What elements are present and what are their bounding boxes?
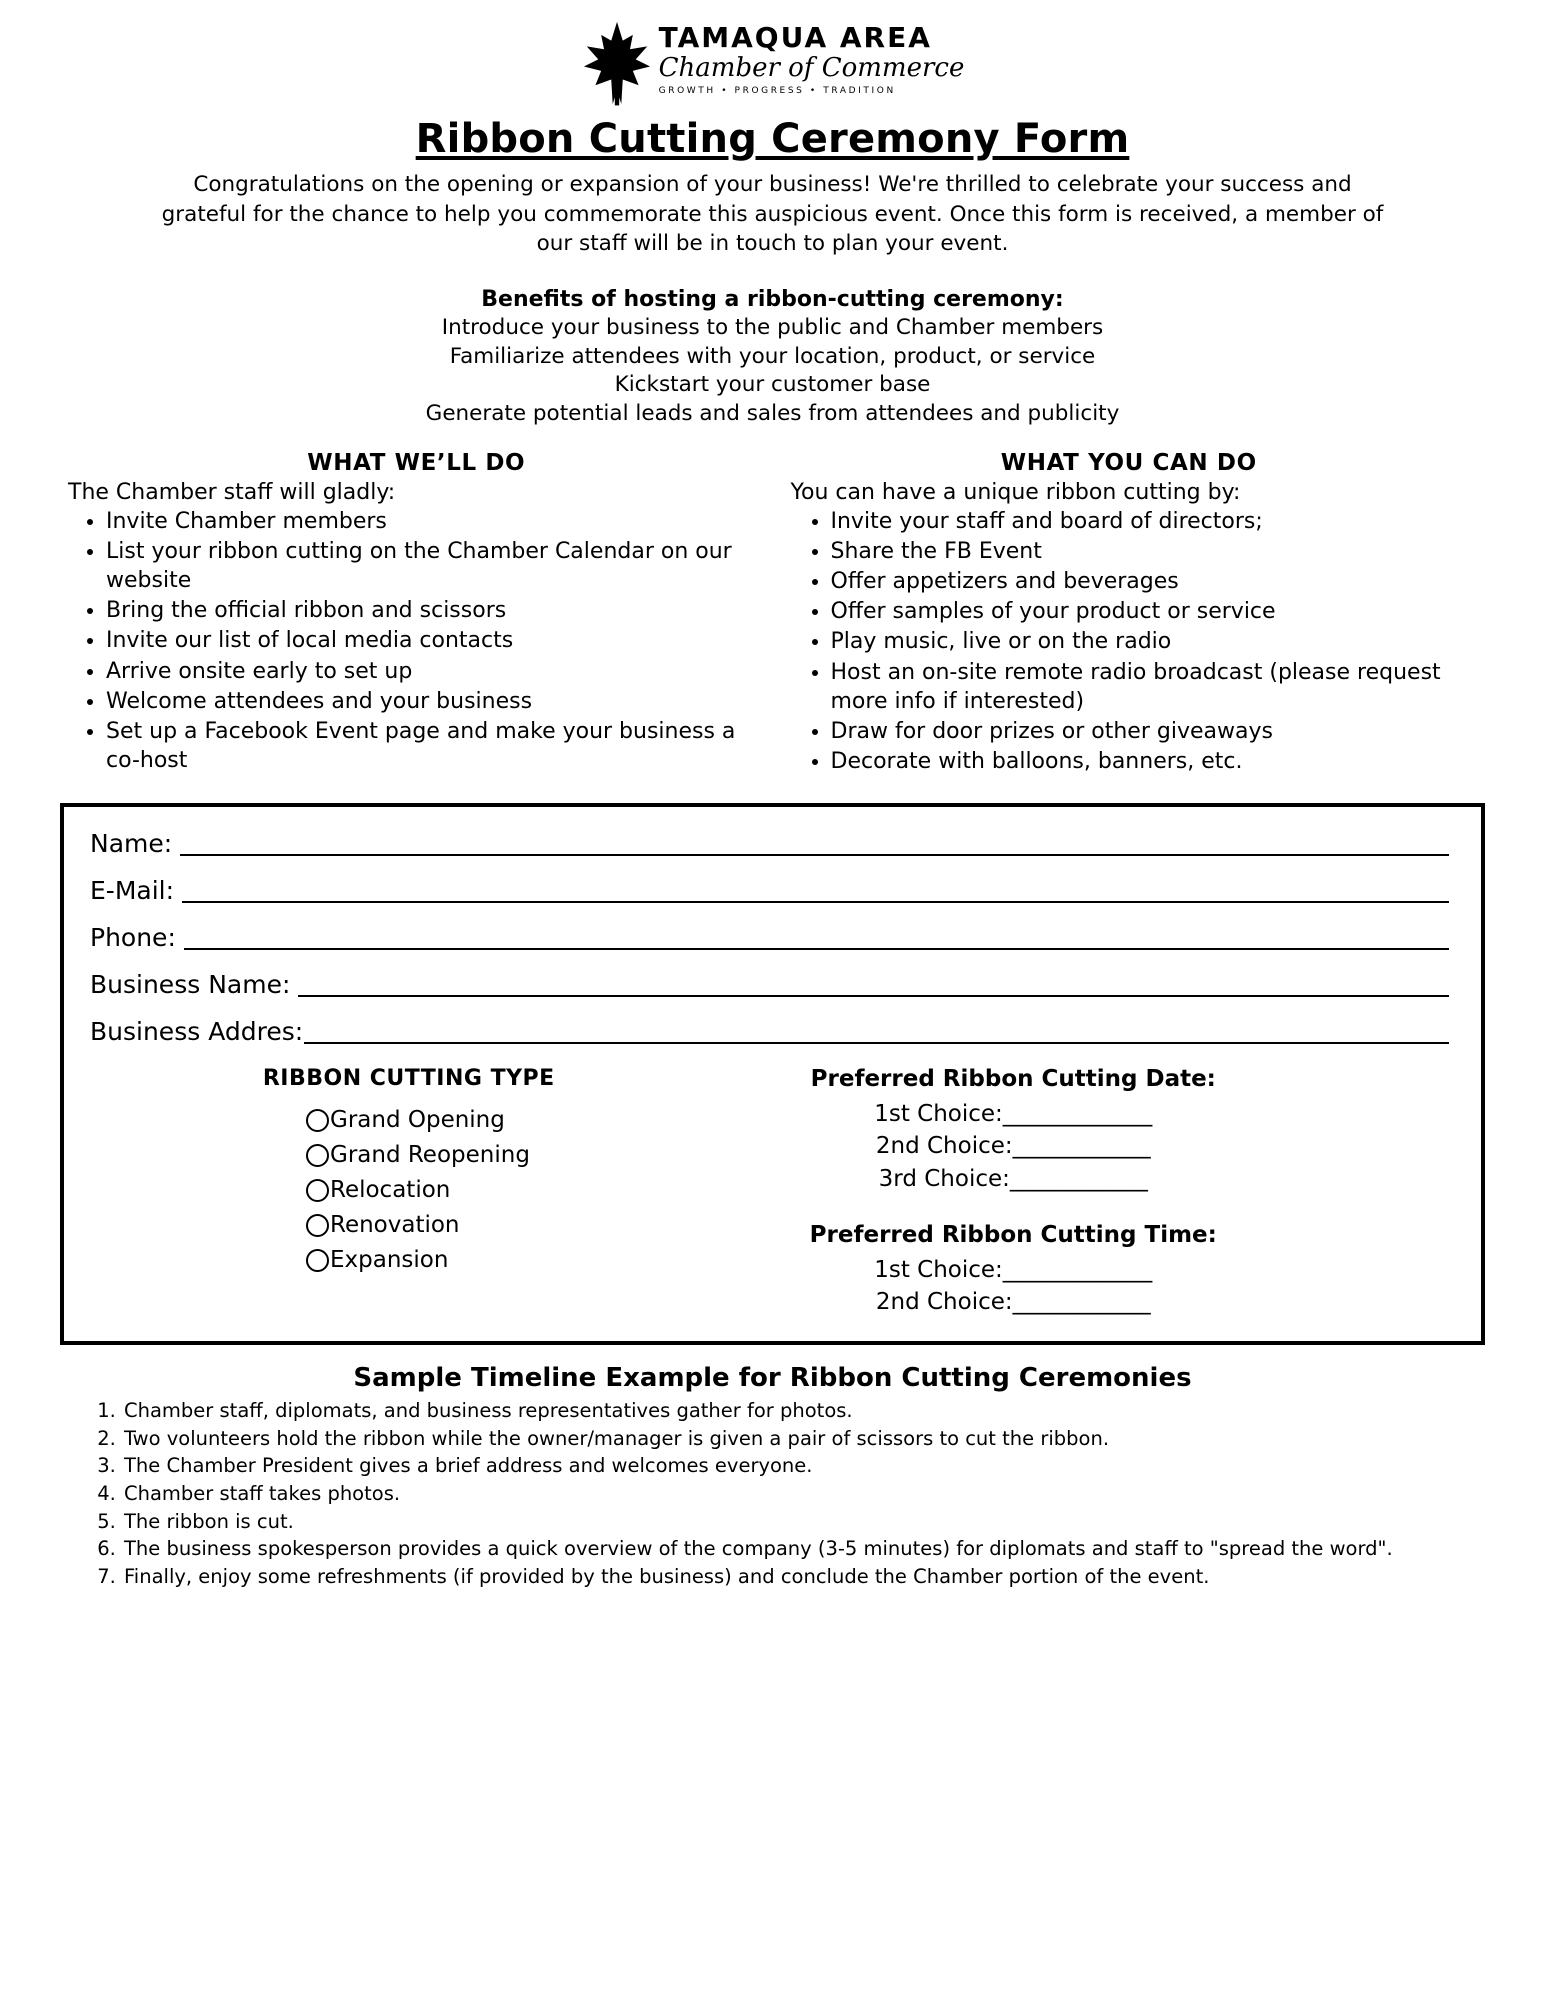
list-item: 5. The ribbon is cut. bbox=[122, 1508, 1485, 1536]
phone-input[interactable] bbox=[184, 928, 1449, 950]
ribbon-cutting-type-heading: RIBBON CUTTING TYPE bbox=[262, 1065, 555, 1091]
radio-circle-icon[interactable] bbox=[306, 1249, 329, 1272]
list-item: 1. Chamber staff, diplomats, and business representatives gather for photos. bbox=[122, 1397, 1485, 1425]
ribbon-cutting-type-group bbox=[90, 1066, 732, 1319]
maple-leaf-icon bbox=[581, 18, 653, 110]
radio-label: Expansion bbox=[330, 1246, 449, 1273]
list-item: • Offer samples of your product or service bbox=[831, 597, 1486, 626]
list-item: • Invite your staff and board of directors; bbox=[831, 507, 1486, 536]
timeline-list bbox=[60, 1397, 1485, 1591]
page-title: Ribbon Cutting Ceremony Form bbox=[415, 116, 1130, 162]
list-item: • Invite our list of local media contacts bbox=[106, 626, 773, 655]
preferred-date-choice-3[interactable]: 3rd Choice:____________ bbox=[878, 1165, 1148, 1192]
field-email-row bbox=[90, 875, 1455, 905]
list-item: 7. Finally, enjoy some refreshments (if provided by the business) and conclude the Chamber portion of the event. bbox=[122, 1563, 1485, 1591]
list-item: • Play music, live or on the radio bbox=[831, 627, 1486, 656]
field-phone-row bbox=[90, 922, 1455, 952]
preferred-time-choice-1[interactable]: 1st Choice:_____________ bbox=[874, 1256, 1153, 1283]
email-input[interactable] bbox=[182, 881, 1449, 903]
what-well-do-lead: The Chamber staff will gladly: bbox=[68, 480, 396, 506]
radio-label: Renovation bbox=[330, 1211, 460, 1238]
benefit-line: Kickstart your customer base bbox=[614, 372, 931, 398]
field-label: Phone: bbox=[90, 922, 176, 952]
preferred-date-heading: Preferred Ribbon Cutting Date: bbox=[810, 1065, 1216, 1092]
intro-paragraph: Congratulations on the opening or expansion of your business! We're thrilled to celebrate your success and grateful for the chance to help you commemorate this auspicious event. Once this form is received, a member of our staff will be in touch to plan your event. bbox=[161, 172, 1384, 257]
two-column-section bbox=[60, 450, 1485, 776]
list-item: • Host an on-site remote radio broadcast (please request more info if interested) bbox=[831, 658, 1486, 716]
what-you-can-do-lead: You can have a unique ribbon cutting by: bbox=[790, 480, 1241, 506]
radio-circle-icon[interactable] bbox=[306, 1109, 329, 1132]
preferred-date-choice-2[interactable]: 2nd Choice:____________ bbox=[875, 1133, 1151, 1160]
benefit-line: Familiarize attendees with your location, product, or service bbox=[449, 343, 1096, 369]
radio-option-expansion[interactable] bbox=[126, 1246, 732, 1273]
field-business-name-row bbox=[90, 969, 1455, 999]
field-name-row bbox=[90, 828, 1455, 858]
benefit-line: Introduce your business to the public and Chamber members bbox=[441, 314, 1104, 340]
benefit-line: Generate potential leads and sales from attendees and publicity bbox=[425, 400, 1120, 426]
logo-line-3: GROWTH • PROGRESS • TRADITION bbox=[658, 85, 896, 96]
business-name-input[interactable] bbox=[298, 975, 1449, 997]
radio-option-relocation[interactable] bbox=[126, 1176, 732, 1203]
list-item: • Welcome attendees and your business bbox=[106, 687, 773, 716]
radio-circle-icon[interactable] bbox=[306, 1214, 329, 1237]
field-label: Business Addres: bbox=[90, 1016, 304, 1046]
preferred-time-choice-2[interactable]: 2nd Choice:____________ bbox=[875, 1289, 1151, 1316]
what-you-can-do-heading: WHAT YOU CAN DO bbox=[1000, 450, 1257, 477]
radio-circle-icon[interactable] bbox=[306, 1144, 329, 1167]
field-label: Business Name: bbox=[90, 969, 291, 999]
what-well-do-list bbox=[60, 507, 773, 774]
radio-option-grand-opening[interactable] bbox=[126, 1106, 732, 1133]
list-item: 4. Chamber staff takes photos. bbox=[122, 1480, 1485, 1508]
list-item: • Set up a Facebook Event page and make your business a co-host bbox=[106, 717, 773, 775]
preferred-date-choice-1[interactable]: 1st Choice:_____________ bbox=[874, 1100, 1153, 1127]
name-input[interactable] bbox=[180, 834, 1449, 856]
list-item: 3. The Chamber President gives a brief address and welcomes everyone. bbox=[122, 1452, 1485, 1480]
benefits-heading: Benefits of hosting a ribbon-cutting ceremony: bbox=[481, 286, 1064, 312]
spacer bbox=[742, 1196, 1455, 1222]
radio-option-renovation[interactable] bbox=[126, 1211, 732, 1238]
list-item: • Arrive onsite early to set up bbox=[106, 657, 773, 686]
preferred-group bbox=[732, 1066, 1455, 1319]
field-business-address-row bbox=[90, 1016, 1455, 1046]
timeline-heading: Sample Timeline Example for Ribbon Cutting Ceremonies bbox=[353, 1362, 1192, 1393]
logo-line-1: TAMAQUA AREA bbox=[658, 21, 932, 54]
field-label: E-Mail: bbox=[90, 875, 175, 905]
what-well-do-heading: WHAT WE’LL DO bbox=[307, 450, 526, 477]
chamber-logo bbox=[60, 18, 1485, 110]
preferred-time-heading: Preferred Ribbon Cutting Time: bbox=[809, 1221, 1217, 1248]
list-item: 6. The business spokesperson provides a quick overview of the company (3-5 minutes) for diplomats and staff to "spread the word". bbox=[122, 1535, 1485, 1563]
list-item: • Invite Chamber members bbox=[106, 507, 773, 536]
what-you-can-do-column bbox=[773, 450, 1486, 776]
list-item: • List your ribbon cutting on the Chamber Calendar on our website bbox=[106, 537, 773, 595]
list-item: • Decorate with balloons, banners, etc. bbox=[831, 747, 1486, 776]
field-label: Name: bbox=[90, 828, 173, 858]
what-you-can-do-list bbox=[773, 507, 1486, 775]
form-lower-section bbox=[90, 1066, 1455, 1319]
list-item: • Bring the official ribbon and scissors bbox=[106, 596, 773, 625]
radio-circle-icon[interactable] bbox=[306, 1179, 329, 1202]
list-item: 2. Two volunteers hold the ribbon while the owner/manager is given a pair of scissors to cut the ribbon. bbox=[122, 1425, 1485, 1453]
list-item: • Draw for door prizes or other giveaways bbox=[831, 717, 1486, 746]
what-well-do-column bbox=[60, 450, 773, 776]
radio-label: Grand Opening bbox=[330, 1106, 505, 1133]
list-item: • Offer appetizers and beverages bbox=[831, 567, 1486, 596]
list-item: • Share the FB Event bbox=[831, 537, 1486, 566]
form-container bbox=[60, 803, 1485, 1345]
radio-option-grand-reopening[interactable] bbox=[126, 1141, 732, 1168]
logo-line-2: Chamber of Commerce bbox=[658, 53, 965, 83]
business-address-input[interactable] bbox=[304, 1022, 1449, 1044]
radio-label: Relocation bbox=[330, 1176, 451, 1203]
radio-label: Grand Reopening bbox=[330, 1141, 530, 1168]
